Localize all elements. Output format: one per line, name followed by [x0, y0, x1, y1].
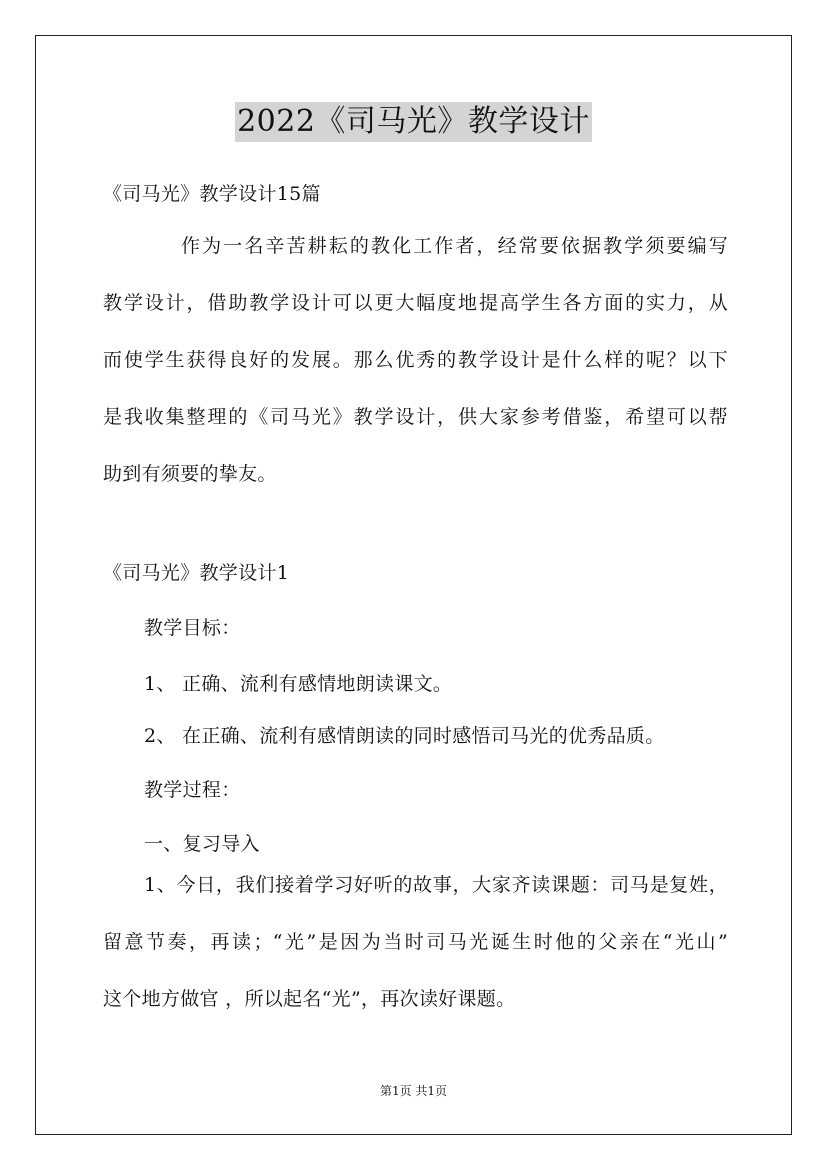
step-line: 1、今日，我们接着学习好听的故事，大家齐读课题：司马是复姓， — [144, 874, 728, 896]
intro-line: 而使学生获得良好的发展。那么优秀的教学设计是什么样的呢？以下 — [103, 349, 728, 371]
intro-line: 助到有须要的挚友。 — [103, 463, 277, 485]
section-heading: 《司马光》教学设计1 — [103, 562, 290, 584]
step-heading: 一、复习导入 — [144, 833, 260, 855]
goal-item-1: 1、 正确、流利有感情地朗读课文。 — [144, 673, 453, 695]
goal-item-2: 2、 在正确、流利有感情朗读的同时感悟司马光的优秀品质。 — [144, 725, 665, 747]
document-subtitle: 《司马光》教学设计15篇 — [103, 183, 321, 205]
intro-line: 教学设计，借助教学设计可以更大幅度地提高学生各方面的实力，从 — [103, 292, 728, 314]
intro-line: 作为一名辛苦耕耘的教化工作者，经常要依据教学须要编写 — [181, 235, 728, 257]
intro-paragraph — [103, 218, 728, 503]
title-container — [0, 102, 827, 142]
process-heading: 教学过程： — [144, 779, 241, 801]
document-title: 2022《司马光》教学设计 — [235, 102, 592, 142]
step-line: 留意节奏，再读；“光”是因为当时司马光诞生时他的父亲在“光山” — [103, 931, 728, 953]
intro-line: 是我收集整理的《司马光》教学设计，供大家参考借鉴，希望可以帮 — [103, 406, 728, 428]
goals-heading: 教学目标： — [144, 617, 241, 639]
page-footer: 第1页 共1页 — [379, 1084, 448, 1098]
step-line: 这个地方做官 ，所以起名“光”，再次读好课题。 — [103, 988, 516, 1010]
step-paragraph — [103, 857, 728, 1028]
